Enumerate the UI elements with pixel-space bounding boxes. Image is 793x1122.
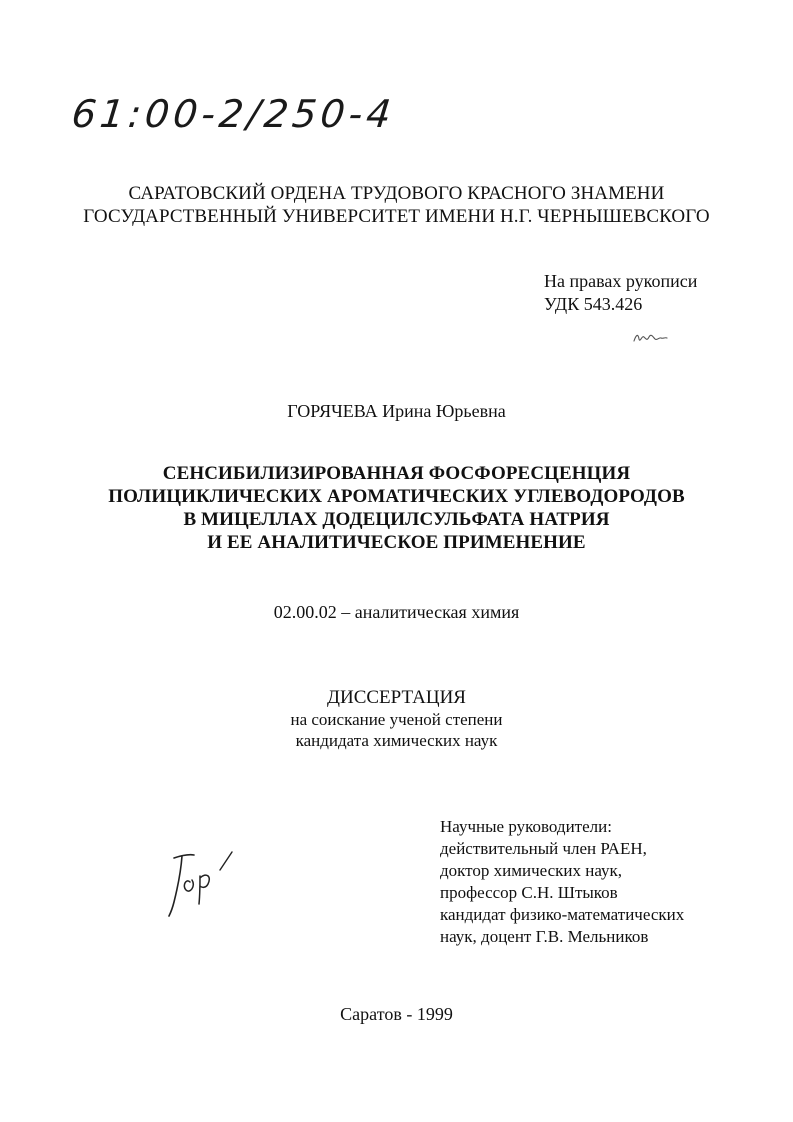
udc-code: УДК 543.426 (544, 294, 643, 314)
university-name (0, 182, 793, 228)
title-line: ПОЛИЦИКЛИЧЕСКИХ АРОМАТИЧЕСКИХ УГЛЕВОДОРОДОВ (108, 486, 685, 507)
title-line: В МИЦЕЛЛАХ ДОДЕЦИЛСУЛЬФАТА НАТРИЯ (183, 509, 610, 530)
supervisor-line: профессор С.Н. Штыков (440, 883, 618, 902)
archive-code-handwritten: 61:00-2/250-4 (69, 92, 397, 136)
initials-mark (630, 325, 678, 349)
university-line-2: ГОСУДАРСТВЕННЫЙ УНИВЕРСИТЕТ ИМЕНИ Н.Г. ЧЕРНЫШЕВСКОГО (83, 206, 710, 227)
dissertation-degree-block (0, 686, 793, 751)
title-line: СЕНСИБИЛИЗИРОВАННАЯ ФОСФОРЕСЦЕНЦИЯ (162, 463, 631, 484)
dissertation-title (0, 462, 793, 554)
degree-name: кандидата химических наук (295, 731, 498, 750)
scientific-supervisors (440, 816, 684, 948)
supervisor-line: кандидат физико-математических (440, 905, 685, 924)
degree-purpose: на соискание ученой степени (290, 710, 503, 729)
title-line: И ЕЕ АНАЛИТИЧЕСКОЕ ПРИМЕНЕНИЕ (207, 532, 586, 553)
university-line-1: САРАТОВСКИЙ ОРДЕНА ТРУДОВОГО КРАСНОГО ЗНАМЕНИ (128, 183, 665, 204)
supervisor-line: доктор химических наук, (440, 861, 623, 880)
author-name: ГОРЯЧЕВА Ирина Юрьевна (287, 401, 506, 421)
supervisors-heading: Научные руководители: (440, 817, 612, 836)
place-and-year: Саратов - 1999 (340, 1004, 453, 1024)
supervisor-line: наук, доцент Г.В. Мельников (440, 927, 649, 946)
handwritten-signature (160, 840, 250, 920)
supervisor-line: действительный член РАЕН, (440, 839, 647, 858)
manuscript-rights-block (544, 270, 697, 316)
specialty-code: 02.00.02 – аналитическая химия (273, 602, 520, 622)
dissertation-label: ДИССЕРТАЦИЯ (327, 687, 466, 708)
manuscript-rights: На правах рукописи (544, 271, 698, 291)
